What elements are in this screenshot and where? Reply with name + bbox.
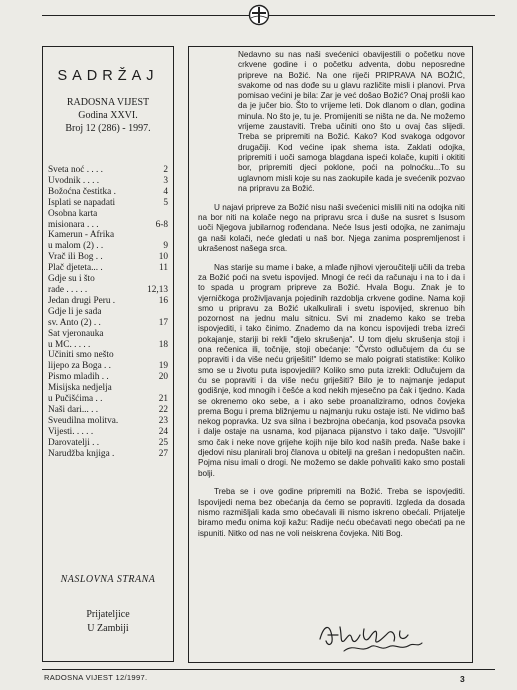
toc-entry-title: Učiniti smo nešto [48, 350, 114, 361]
cover-label: NASLOVNA STRANA [60, 574, 156, 585]
toc-entry-title: Misijska nedjelja [48, 383, 112, 394]
article-paragraph: Nedavno su nas naši svećenici obavijestili o početku nove crkvene godine i o početku adventa, dobu neposredne pripreve na Božić. Na one riječi PRIPRAVA NA BOŽIĆ, svakome od nas dođe su u glavu različite misli i planovi. Prva pomisao većini je bila: Zar je već došao Božić? Onaj prošli kao da je jučer bio. Što to vrijeme leti. Dok dlanom o dlan, godina minula. No što je, tu je. Promijeniti se ništa ne da. Ne možemo vrijeme zaustaviti. Treba učiniti ono što u ovaj čas slijedi. Treba se pripremiti na Božić. Kako? Kod svakoga odgovor drugačiji. Kod većine ipak shema ista. Zaklati odojka, pripremiti i uoči samoga blagdana ispeći kolače, kupiti i okititi bor, pripremiti djeci poklone, poći na polnoćku...To su uglavnom misli koje su nas zaokupile kada je svećenik pozvao na pripravu za Božić. [238, 50, 465, 193]
toc-entry-title: Gdje li je sada [48, 306, 102, 317]
toc-entry [48, 274, 168, 285]
toc-entry [48, 230, 168, 241]
toc-entry-page: 2 [163, 165, 168, 175]
toc-list [48, 165, 168, 459]
footer-issue: RADOSNA VIJEST 12/1997. [44, 673, 148, 682]
handwritten-signature [314, 617, 434, 657]
toc-entry-title: Osobna karta [48, 208, 98, 219]
toc-entry-title: Sveudilna molitva. [48, 415, 119, 426]
toc-entry-title: Isplati se napadati [48, 197, 116, 208]
toc-entry [48, 165, 168, 176]
toc-entry-page: 21 [158, 394, 168, 405]
toc-entry [48, 438, 168, 449]
toc-entry [48, 350, 168, 361]
toc-entry [48, 176, 168, 187]
magazine-issue: Broj 12 (286) - 1997. [65, 123, 151, 134]
toc-entry [48, 307, 168, 318]
table-of-contents [42, 46, 174, 662]
toc-entry-page: 20 [158, 372, 168, 383]
toc-entry [48, 416, 168, 427]
toc-entry-title: lijepo za Boga . . [48, 361, 111, 372]
toc-entry [48, 241, 168, 252]
toc-entry-page: 18 [158, 339, 168, 350]
cover-caption-line: Prijateljice [86, 609, 130, 620]
toc-entry-title: Narudžba knjiga . [48, 448, 115, 459]
toc-entry-title: Jedan drugi Peru . [48, 295, 116, 306]
toc-masthead [43, 96, 173, 135]
toc-entry-page: 27 [158, 448, 168, 459]
toc-entry-title: Kamerun - Afrika [48, 230, 115, 241]
toc-entry-page: 4 [163, 186, 168, 197]
cover-caption [43, 608, 173, 636]
toc-entry-page: 23 [158, 415, 168, 426]
toc-entry-title: Vijesti. . . . . [48, 426, 94, 437]
toc-entry [48, 394, 168, 405]
toc-entry-title: Plač djeteta... . [48, 263, 103, 274]
toc-entry-page: 12,13 [147, 284, 168, 295]
toc-entry [48, 263, 168, 274]
toc-entry-page: 3 [163, 175, 168, 186]
toc-entry [48, 329, 168, 340]
toc-entry-title: sv. Anto (2) . . [48, 317, 101, 328]
toc-entry-title: u MC. . . . . [48, 339, 91, 350]
toc-entry [48, 318, 168, 329]
toc-entry-title: Darovatelji . . [48, 437, 100, 448]
toc-entry [48, 296, 168, 307]
toc-entry-page: 6-8 [155, 219, 168, 230]
toc-entry-title: Božoćna čestitka . [48, 186, 116, 197]
magazine-name: RADOSNA VIJEST [66, 97, 150, 108]
cover-caption-line: U Zambiji [87, 623, 129, 634]
toc-entry [48, 361, 168, 372]
article-paragraph: Treba se i ove godine pripremiti na Božić. Treba se ispovjediti. Ispovijedi nema bez obećanja da ćemo se popraviti. Izgleda da dosada nismo razmišljali kada smo obećavali ili nismo iskreno obećali. Prijatelje biramo među onima koji kažu: Radije neću obećavati nego obećati pa ne ispuniti. Nitko od nas ne voli neiskrena čovjeka. Niti Bog. [198, 487, 465, 538]
toc-entry-page: 16 [158, 295, 168, 306]
toc-title: SADRŽAJ [57, 68, 159, 84]
toc-entry-page: 22 [158, 404, 168, 415]
toc-entry-page: 24 [158, 426, 168, 437]
toc-entry-title: misionara . . . [48, 219, 99, 230]
toc-entry [48, 252, 168, 263]
magazine-volume: Godina XXVI. [78, 110, 138, 121]
article-paragraph: U najavi pripreve za Božić nisu naši svećenici mislili niti na odojka niti na bor niti na kolače nego na pripravu srca i duše na susret s Isusom uoči Njegova jubilarnog rođendana. Neće Isus jesti odojka, ne zanimaju ga naši kolači, neće gledati u naš bor. Njega zanima pospremljenost i ukrašenost našega srca. [198, 202, 465, 253]
toc-entry-page: 10 [158, 252, 168, 263]
toc-entry-page: 25 [158, 437, 168, 448]
editorial-article [188, 46, 473, 663]
toc-entry [48, 209, 168, 220]
toc-entry-title: Vrač ili Bog . . [48, 252, 103, 263]
toc-entry [48, 405, 168, 416]
toc-entry [48, 285, 168, 296]
footer-rule [42, 669, 495, 670]
toc-entry [48, 383, 168, 394]
toc-entry [48, 427, 168, 438]
toc-entry [48, 449, 168, 460]
toc-entry [48, 220, 168, 231]
toc-entry-title: Pismo mladih . . [48, 372, 109, 383]
toc-entry-title: Sat vjeronauka [48, 328, 104, 339]
toc-entry-page: 19 [158, 361, 168, 372]
toc-entry-title: Uvodnik . . . . [48, 175, 100, 186]
toc-entry-title: u malom (2) . . [48, 241, 104, 252]
article-paragraph: Nas starije su mame i bake, a mlađe njihovi vjeroučitelji učili da treba za Božić poći na svetu ispovijed. Mnogi će reći da računaju i na to i da i to spada u program pripreve za Božić. Hvala Bogu. Znak je to vjerničkoga proživljavanja pojedinih razdoblja crkvene godine. Nama koji smo u pripravu za Božić ukalkulirali i svetu ispovijed, skrenuo bih pozornost na jednu malu sitnicu. Svi mi znademo kako se treba ispovjediti, i tako činimo. Znademo da na koncu ispovijedi treba izreći pokajanje, stariji bi rekli "djelo skrušenja". U tom djelu skrušenja stoji i ona rečenica ili, točnije, stoji obećanje: "Čvrsto odlučujem da ću se popraviti i da više neću griješiti!" Idemo se malo poigrati statistike: Koliko smo se u životu puta ispovjedili? Koliko smo puta izrekli: Odlučujem da ću se popraviti i da više neću griješiti? Bilo je to najmanje jedaput godišnje, kod mnogih i češće a kod nekih mjesečno pa čak i tjedno. Kada se okrenemo oko sebe, a i ako sebe proanaliziramo, odnos čovjeka prema Bogu i prema bližnjemu u najmanju ruku ostaje isti. Ne vidimo baš nekog popravka. Uz sva silna i bezbrojna obećanja, kod psovača psovka i dalje ostaje na usnama, kod pijanaca pijanstvo i tako dalje. "Usvojili" smo čak i neke nove grijehe kojih nije bilo kod naših pređa. Naše bake i djedovi nisu planirali broj članova u obitelji na grešan i nedopušten način. Pojma nisu imali o drogi. Ne možemo se dakle pohvaliti kako smo postali bolji. [198, 262, 465, 478]
toc-entry-title: rade . . . . . [48, 284, 88, 295]
toc-entry-page: 9 [163, 241, 168, 252]
toc-entry [48, 198, 168, 209]
toc-entry-page: 17 [158, 317, 168, 328]
toc-entry-title: Naši dari... . . [48, 404, 99, 415]
toc-entry [48, 187, 168, 198]
toc-entry-page: 5 [163, 197, 168, 208]
toc-entry [48, 372, 168, 383]
toc-entry-page: 11 [159, 263, 168, 274]
toc-entry-title: Sveta noć . . . . [48, 165, 103, 175]
page-number: 3 [460, 674, 465, 684]
article-body [198, 50, 465, 547]
toc-entry [48, 340, 168, 351]
toc-entry-title: u Pučišćima . . [48, 394, 103, 405]
toc-entry-title: Gdje su i što [48, 274, 95, 285]
cross-globe-icon [248, 4, 270, 26]
